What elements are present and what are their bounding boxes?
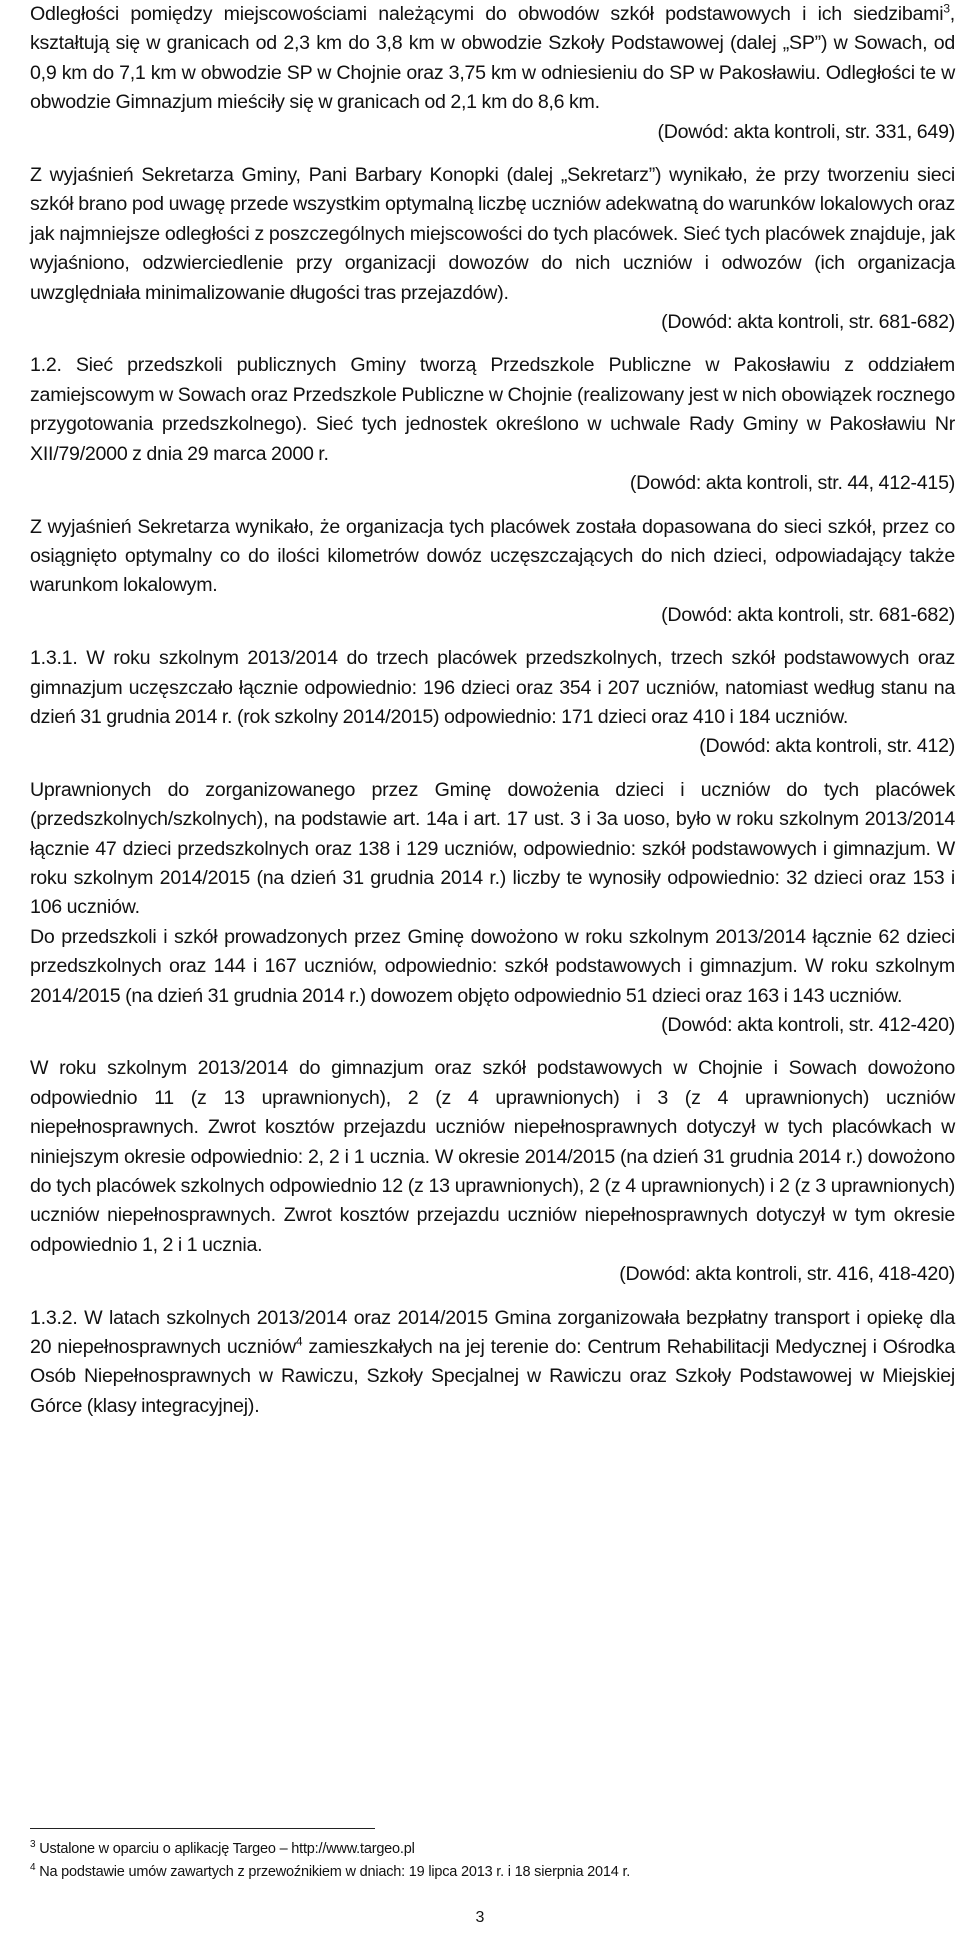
paragraph-section-1-3-2 [30,1304,955,1422]
text-span: , kształtują się w granicach od 2,3 km do 3,8 km w obwodzie Szkoły Podstawowej (dalej „SP”) w Sowach, od 0,9 km do 7,1 km w obwodzie SP w Chojnie oraz 3,75 km w odniesieniu do SP w Pakosławiu. Odległości te w obwodzie Gimnazjum mieściły się w granicach od 2,1 km do 8,6 km. [30,3,955,114]
spacer [30,762,955,776]
spacer [30,1290,955,1304]
paragraph-text: Uprawnionych do zorganizowanego przez Gminę dowożenia dzieci i uczniów do tych placówek (przedszkolnych/szkolnych), na podstawie art. 14a i art. 17 ust. 3 i 3a uoso, było w roku szkolnym 2013/2014 łącznie 47 dzieci przedszkolnych oraz 138 i 129 uczniów, odpowiednio: szkół podstawowych i gimnazjum. W roku szkolnym 2014/2015 (na dzień 31 grudnia 2014 r.) liczby te wynosiły odpowiednio: 32 dzieci oraz 153 i 106 uczniów. [30,778,955,919]
paragraph-section-1-3-1 [30,644,955,762]
evidence-reference: (Dowód: akta kontroli, str. 681-682) [661,311,955,334]
paragraph-text: Do przedszkoli i szkół prowadzonych przez Gminę dowożono w roku szkolnym 2013/2014 łącznie 62 dzieci przedszkolnych oraz 144 i 167 uczniów, odpowiednio: szkół podstawowych i gimnazjum. W roku szkolnym 2014/2015 (na dzień 31 grudnia 2014 r.) dowozem objęto odpowiednio 51 dzieci oraz 163 i 143 uczniów. [30,925,955,1007]
footnote-text: Na podstawie umów zawartych z przewoźnikiem w dniach: 19 lipca 2013 r. i 18 sierpnia 2014 r. [35,1864,631,1880]
spacer [30,630,955,644]
paragraph-transport-counts [30,923,955,1041]
spacer [30,337,955,351]
paragraph-text [30,1304,955,1422]
paragraph-entitled-transport [30,776,955,923]
paragraph-text [30,0,955,118]
paragraph-preschool-organization [30,513,955,631]
text-span: zamieszkałych na jej terenie do: Centrum Rehabilitacji Medycznej i Ośrodka Osób Niepełnosprawnych w Rawiczu, Szkoły Specjalnej w Rawiczu oraz Szkoły Podstawowej w Miejskiej Górce (klasy integracyjnej). [30,1336,955,1417]
footnote-ref: 4 [295,1334,303,1349]
evidence-reference: (Dowód: akta kontroli, str. 412) [699,735,955,758]
paragraph-text: W roku szkolnym 2013/2014 do gimnazjum oraz szkół podstawowych w Chojnie i Sowach dowożono odpowiednio 11 (z 13 uprawnionych), 2 (z 4 uprawnionych) i 3 (z 4 uprawnionych) uczniów niepełnosprawnych. Zwrot kosztów przejazdu uczniów niepełnosprawnych dotyczył w tych placówkach w niniejszym okresie odpowiednio: 2, 2 i 1 ucznia. W okresie 2014/2015 (na dzień 31 grudnia 2014 r.) dowożono do tych placówek szkolnych odpowiednio 12 (z 13 uprawnionych), 2 (z 4 uprawnionych) i 2 (z 3 uprawnionych) uczniów niepełnosprawnych. Zwrot kosztów przejazdu uczniów niepełnosprawnych dotyczył w tym okresie odpowiednio 1, 2 i 1 ucznia. [30,1057,955,1256]
spacer [30,1040,955,1054]
footnote-number: 3 [30,1839,36,1851]
evidence-reference: (Dowód: akta kontroli, str. 331, 649) [657,120,955,143]
evidence-reference: (Dowód: akta kontroli, str. 681-682) [661,603,955,626]
paragraph-secretary-explanation [30,161,955,337]
footnote [30,1861,955,1884]
paragraph-text: Z wyjaśnień Sekretarza wynikało, że organizacja tych placówek została dopasowana do sieci szkół, przez co osiągnięto optymalny co do ilości kilometrów dowóz uczęszczających do nich dzieci, odpowiadający także warunkom lokalowym. [30,515,955,597]
paragraph-text: 1.3.1. W roku szkolnym 2013/2014 do trzech placówek przedszkolnych, trzech szkół podstawowych oraz gimnazjum uczęszczało łącznie odpowiednio: 196 dzieci oraz 354 i 207 uczniów, natomiast według stanu na dzień 31 grudnia 2014 r. (rok szkolny 2014/2015) odpowiednio: 171 dzieci oraz 410 i 184 uczniów. [30,647,955,728]
footnote-separator [30,1828,375,1829]
paragraph-section-1-2 [30,351,955,498]
paragraph-distances [30,0,955,147]
text-span: Odległości pomiędzy miejscowościami należącymi do obwodów szkół podstawowych i ich siedzibami [30,3,944,25]
evidence-reference: (Dowód: akta kontroli, str. 412-420) [661,1014,955,1036]
paragraph-text: 1.2. Sieć przedszkoli publicznych Gminy tworzą Przedszkole Publiczne w Pakosławiu z oddziałem zamiejscowym w Sowach oraz Przedszkole Publiczne w Chojnie (realizowany jest w nich obowiązek rocznego przygotowania przedszkolnego). Sieć tych jednostek określono w uchwale Rady Gminy w Pakosławiu Nr XII/79/2000 z dnia 29 marca 2000 r. [30,354,955,465]
evidence-reference: (Dowód: akta kontroli, str. 416, 418-420) [619,1263,955,1286]
spacer [30,499,955,513]
evidence-reference: (Dowód: akta kontroli, str. 44, 412-415) [629,472,955,495]
document-page [30,0,955,1421]
footnote-text: Ustalone w oparciu o aplikację Targeo – http://www.targeo.pl [35,1841,415,1857]
paragraph-disabled-students [30,1054,955,1289]
footnote-number: 4 [30,1862,36,1874]
page-number: 3 [475,1909,485,1926]
spacer [30,147,955,161]
paragraph-text: Z wyjaśnień Sekretarza Gminy, Pani Barbary Konopki (dalej „Sekretarz”) wynikało, że przy tworzeniu sieci szkół brano pod uwagę przede wszystkim optymalną liczbę uczniów adekwatną do warunków lokalowych oraz jak najmniejsze odległości z poszczególnych miejscowości do tych placówek. Sieć tych placówek znajduje, jak wyjaśniono, odzwierciedlenie przy organizacji dowozów do nich uczniów i odwozów (ich organizacja uwzględniała minimalizowanie długości tras przejazdów). [30,164,955,304]
footnote-ref: 3 [943,1,950,16]
text-span: 1.3.2. W latach szkolnych 2013/2014 oraz 2014/2015 Gmina zorganizowała bezpłatny transport i opiekę dla 20 niepełnosprawnych uczniów [30,1306,955,1359]
footnotes [30,1838,955,1884]
footnote [30,1838,955,1861]
